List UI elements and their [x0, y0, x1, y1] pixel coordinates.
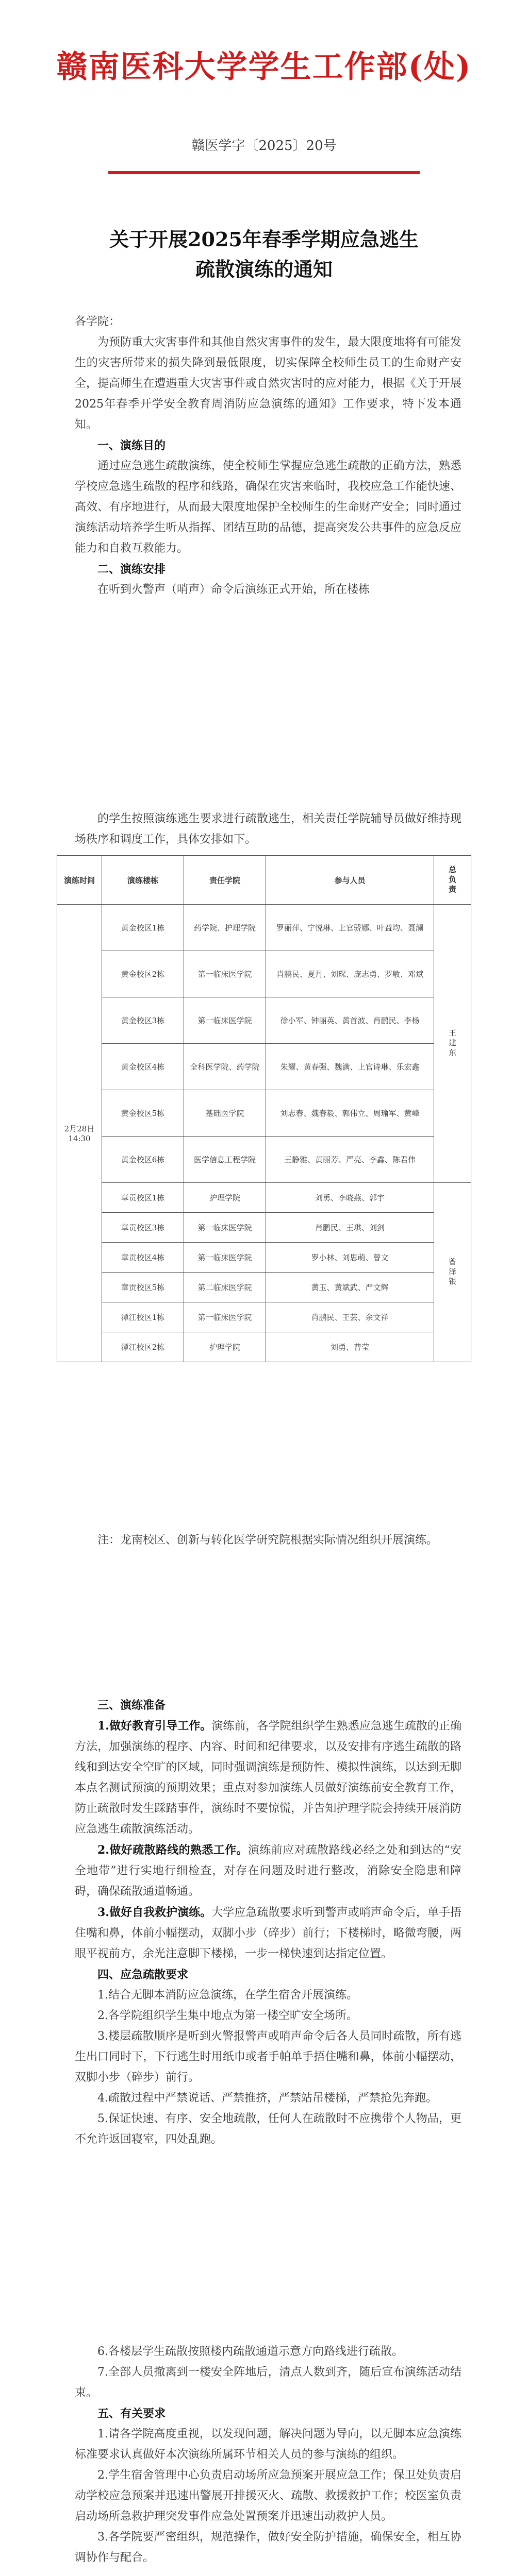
prep-item-text: 大学应急疏散要求听到警声或哨声命令后，单手捂住嘴和鼻，体前小幅摆动，双脚小步（碎步）前行；下楼梯时，略微弯腰，两眼平视前方，余光注意脚下楼梯，一步一梯快速到达指定位置。	[75, 1906, 461, 1960]
table-row	[57, 1183, 471, 1213]
section-1-heading: 一、演练目的	[97, 439, 166, 452]
building-cell: 黄金校区2栋	[102, 951, 184, 997]
prep-item	[75, 1716, 461, 1840]
table-header-text: 总负责	[448, 865, 457, 895]
req-item: 4.疏散过程中严禁说话、严禁推挤，严禁站吊楼梯，严禁抢先奔跑。	[97, 2092, 437, 2105]
building-cell: 潭江校区1栋	[102, 1302, 184, 1332]
table-header: 参与人员	[266, 856, 434, 905]
table-row	[57, 1243, 471, 1273]
people-cell: 肖鹏民、王芸、余文祥	[266, 1302, 434, 1332]
req-item: 1.结合无脚本消防应急演练，在学生宿舍开展演练。	[97, 1989, 358, 2002]
people-cell: 王静雅、黄丽芳、严亮、李鑫、陈君伟	[266, 1137, 434, 1183]
section-2-text-2: 的学生按照演练逃生要求进行疏散逃生，相关责任学院辅导员做好维持现场秩序和调度工作，具体安排如下。	[75, 812, 461, 846]
section-4-heading: 四、应急疏散要求	[97, 1968, 189, 1981]
building-cell: 黄金校区4栋	[102, 1044, 184, 1090]
college-cell: 第一临床医学院	[184, 951, 266, 997]
section-1-text: 通过应急逃生疏散演练，使全校师生掌握应急逃生疏散的正确方法，熟悉学校应急逃生疏散的程序和线路，确保在灾害来临时，我校应急工作能快速、高效、有序地进行，从而最大限度地保护全校师生的生命财产安全；同时通过演练活动培养学生听从指挥、团结互助的品德，提高突发公共事件的应急反应能力和自救互救能力。	[75, 460, 461, 555]
college-cell: 医学信息工程学院	[184, 1137, 266, 1183]
building-cell: 潭江校区2栋	[102, 1332, 184, 1362]
intro-paragraph: 为预防重大灾害事件和其他自然灾害事件的发生，最大限度地将有可能发生的灾害所带来的损失降到最低限度，切实保障全校师生员工的生命财产安全，提高师生在遭遇重大灾害事件或自然灾害时的应对能力，根据《关于开展2025年春季开学安全教育周消防应急演练的通知》工作要求，特下发本通知。	[75, 336, 461, 431]
building-cell: 章贡校区4栋	[102, 1243, 184, 1273]
requirement-item: 1.请各学院高度重视，以发现问题，解决问题为导向，以无脚本应急演练标准要求认真做好本次演练所属环节相关人员的参与演练的组织。	[75, 2428, 461, 2461]
table-header: 责任学院	[184, 856, 266, 905]
prep-item-title: 3.做好自我救护演练。	[97, 1906, 212, 1919]
people-cell: 罗丽萍、宁悦琳、上官骄娜、叶益均、聂澜	[266, 905, 434, 951]
table-row	[57, 1090, 471, 1137]
body-part-2	[75, 809, 461, 850]
table-header: 演练楼栋	[102, 856, 184, 905]
table-header: 演练时间	[57, 856, 102, 905]
people-cell: 肖鹏民、夏丹、刘琛、庞志勇、罗敏、邓斌	[266, 951, 434, 997]
building-cell: 黄金校区1栋	[102, 905, 184, 951]
people-cell: 黄玉、黄斌武、严文辉	[266, 1273, 434, 1302]
drill-time-cell: 2月28日14:30	[57, 905, 102, 1362]
drill-schedule-table	[57, 855, 471, 1362]
document-number: 赣医学字〔2025〕20号	[191, 138, 337, 154]
table-row	[57, 1213, 471, 1243]
lead-name: 曾泽银	[448, 1258, 457, 1287]
college-cell: 药学院、护理学院	[184, 905, 266, 951]
people-cell: 刘勇、曹莹	[266, 1332, 434, 1362]
prep-item-title: 2.做好疏散路线的熟悉工作。	[97, 1843, 248, 1857]
section-3-heading: 三、演练准备	[97, 1699, 166, 1712]
req-item: 7.全部人员撤离到一楼安全阵地后，清点人数到齐，随后宣布演练活动结束。	[75, 2366, 461, 2399]
table-row	[57, 905, 471, 951]
table-row	[57, 1302, 471, 1332]
table-row	[57, 1137, 471, 1183]
people-cell: 肖鹏民、王琪、刘剑	[266, 1213, 434, 1243]
section-2-text-1: 在听到火警声（哨声）命令后演练正式开始，所在楼栋	[97, 583, 370, 596]
red-divider	[108, 171, 420, 174]
people-cell: 徐小军、钟丽英、黄首波、肖鹏民、李杨	[266, 997, 434, 1044]
lead-name: 王建东	[448, 1029, 457, 1058]
people-cell: 刘勇、李晓燕、郭宇	[266, 1183, 434, 1213]
college-cell: 护理学院	[184, 1332, 266, 1362]
prep-item	[75, 1840, 461, 1902]
req-item: 6.各楼层学生疏散按照楼内疏散通道示意方向路线进行疏散。	[97, 2345, 403, 2358]
notice-title: 关于开展2025年春季学期应急逃生疏散演练的通知	[109, 228, 419, 281]
building-cell: 黄金校区5栋	[102, 1090, 184, 1137]
requirement-item: 3.各学院要严密组织，规范操作，做好安全防护措施，确保安全，相互协调协作与配合。	[75, 2531, 461, 2564]
section-5-heading: 五、有关要求	[97, 2407, 166, 2420]
requirement-item: 2.学生宿舍管理中心负责启动场所应急预案开展应急工作；保卫处负责启动学校应急预案并迅速出警展开排援灭火、疏散、救援救护工作；校医室负责启动场所急救护理突发事件应急处置预案并迅速出动救护人员。	[75, 2469, 461, 2523]
building-cell: 黄金校区3栋	[102, 997, 184, 1044]
college-cell: 护理学院	[184, 1183, 266, 1213]
lead-cell	[434, 1183, 471, 1362]
prep-item-text: 演练前应对疏散路线必经之处和到达的“安全地带”进行实地行细检查，对存在问题及时进行整改，消除安全隐患和障碍，确保疏散通道畅通。	[75, 1844, 462, 1898]
table-header-row	[57, 856, 471, 905]
table-note-block	[75, 1530, 461, 1551]
body-part-3	[75, 1695, 461, 2150]
prep-item-title: 1.做好教育引导工作。	[97, 1719, 212, 1733]
building-cell: 章贡校区1栋	[102, 1183, 184, 1213]
org-header: 赣南医科大学学生工作部(处)	[56, 49, 472, 85]
lead-cell	[434, 905, 471, 1183]
college-cell: 全科医学院、药学院	[184, 1044, 266, 1090]
college-cell: 第一临床医学院	[184, 1213, 266, 1243]
section-2-heading: 二、演练安排	[97, 563, 166, 576]
people-cell: 朱耀、黄春强、魏满、上官诗琳、乐宏鑫	[266, 1044, 434, 1090]
building-cell: 黄金校区6栋	[102, 1137, 184, 1183]
req-item: 2.各学院组织学生集中地点为第一楼空旷安全场所。	[97, 2009, 358, 2022]
req-item: 5.保证快速、有序、安全地疏散，任何人在疏散时不应携带个人物品，更不允许返回寝室，四处乱跑。	[75, 2112, 461, 2146]
college-cell: 第一临床医学院	[184, 997, 266, 1044]
body-part-1	[75, 312, 461, 600]
prep-item	[75, 1902, 461, 1964]
building-cell: 章贡校区3栋	[102, 1213, 184, 1243]
body-part-4	[75, 2342, 461, 2568]
table-row	[57, 951, 471, 997]
table-row	[57, 997, 471, 1044]
college-cell: 第二临床医学院	[184, 1273, 266, 1302]
people-cell: 刘志春、魏春毅、郭伟立、周瑜军、黄峰	[266, 1090, 434, 1137]
college-cell: 基础医学院	[184, 1090, 266, 1137]
people-cell: 罗小林、刘思萌、曾文	[266, 1243, 434, 1273]
table-header	[434, 856, 471, 905]
table-row	[57, 1044, 471, 1090]
salutation: 各学院：	[75, 315, 121, 328]
college-cell: 第一临床医学院	[184, 1243, 266, 1273]
building-cell: 章贡校区5栋	[102, 1273, 184, 1302]
req-item: 3.楼层疏散顺序是听到火警报警声或哨声命令后各人员同时疏散，所有逃生出口同时下，下行逃生时用纸巾或者手帕单手捂住嘴和鼻，体前小幅摆动，双脚小步（碎步）前行。	[75, 2030, 461, 2084]
table-note: 注：龙南校区、创新与转化医学研究院根据实际情况组织开展演练。	[97, 1534, 438, 1547]
college-cell: 第一临床医学院	[184, 1302, 266, 1332]
table-row	[57, 1273, 471, 1302]
prep-item-text: 演练前，各学院组织学生熟悉应急逃生疏散的正确方法，加强演练的程序、内容、时间和纪律要求，以及安排有序逃生疏散的路线和到达安全空旷的区域，同时强调演练是预防性、模拟性演练，以达到无脚本点名测试预演的预期效果；重点对参加演练人员做好演练前安全教育工作，防止疏散时发生踩踏事件，演练时不要惊慌，并告知护理学院会持续开展消防应急逃生疏散演练活动。	[75, 1720, 461, 1836]
table-row	[57, 1332, 471, 1362]
